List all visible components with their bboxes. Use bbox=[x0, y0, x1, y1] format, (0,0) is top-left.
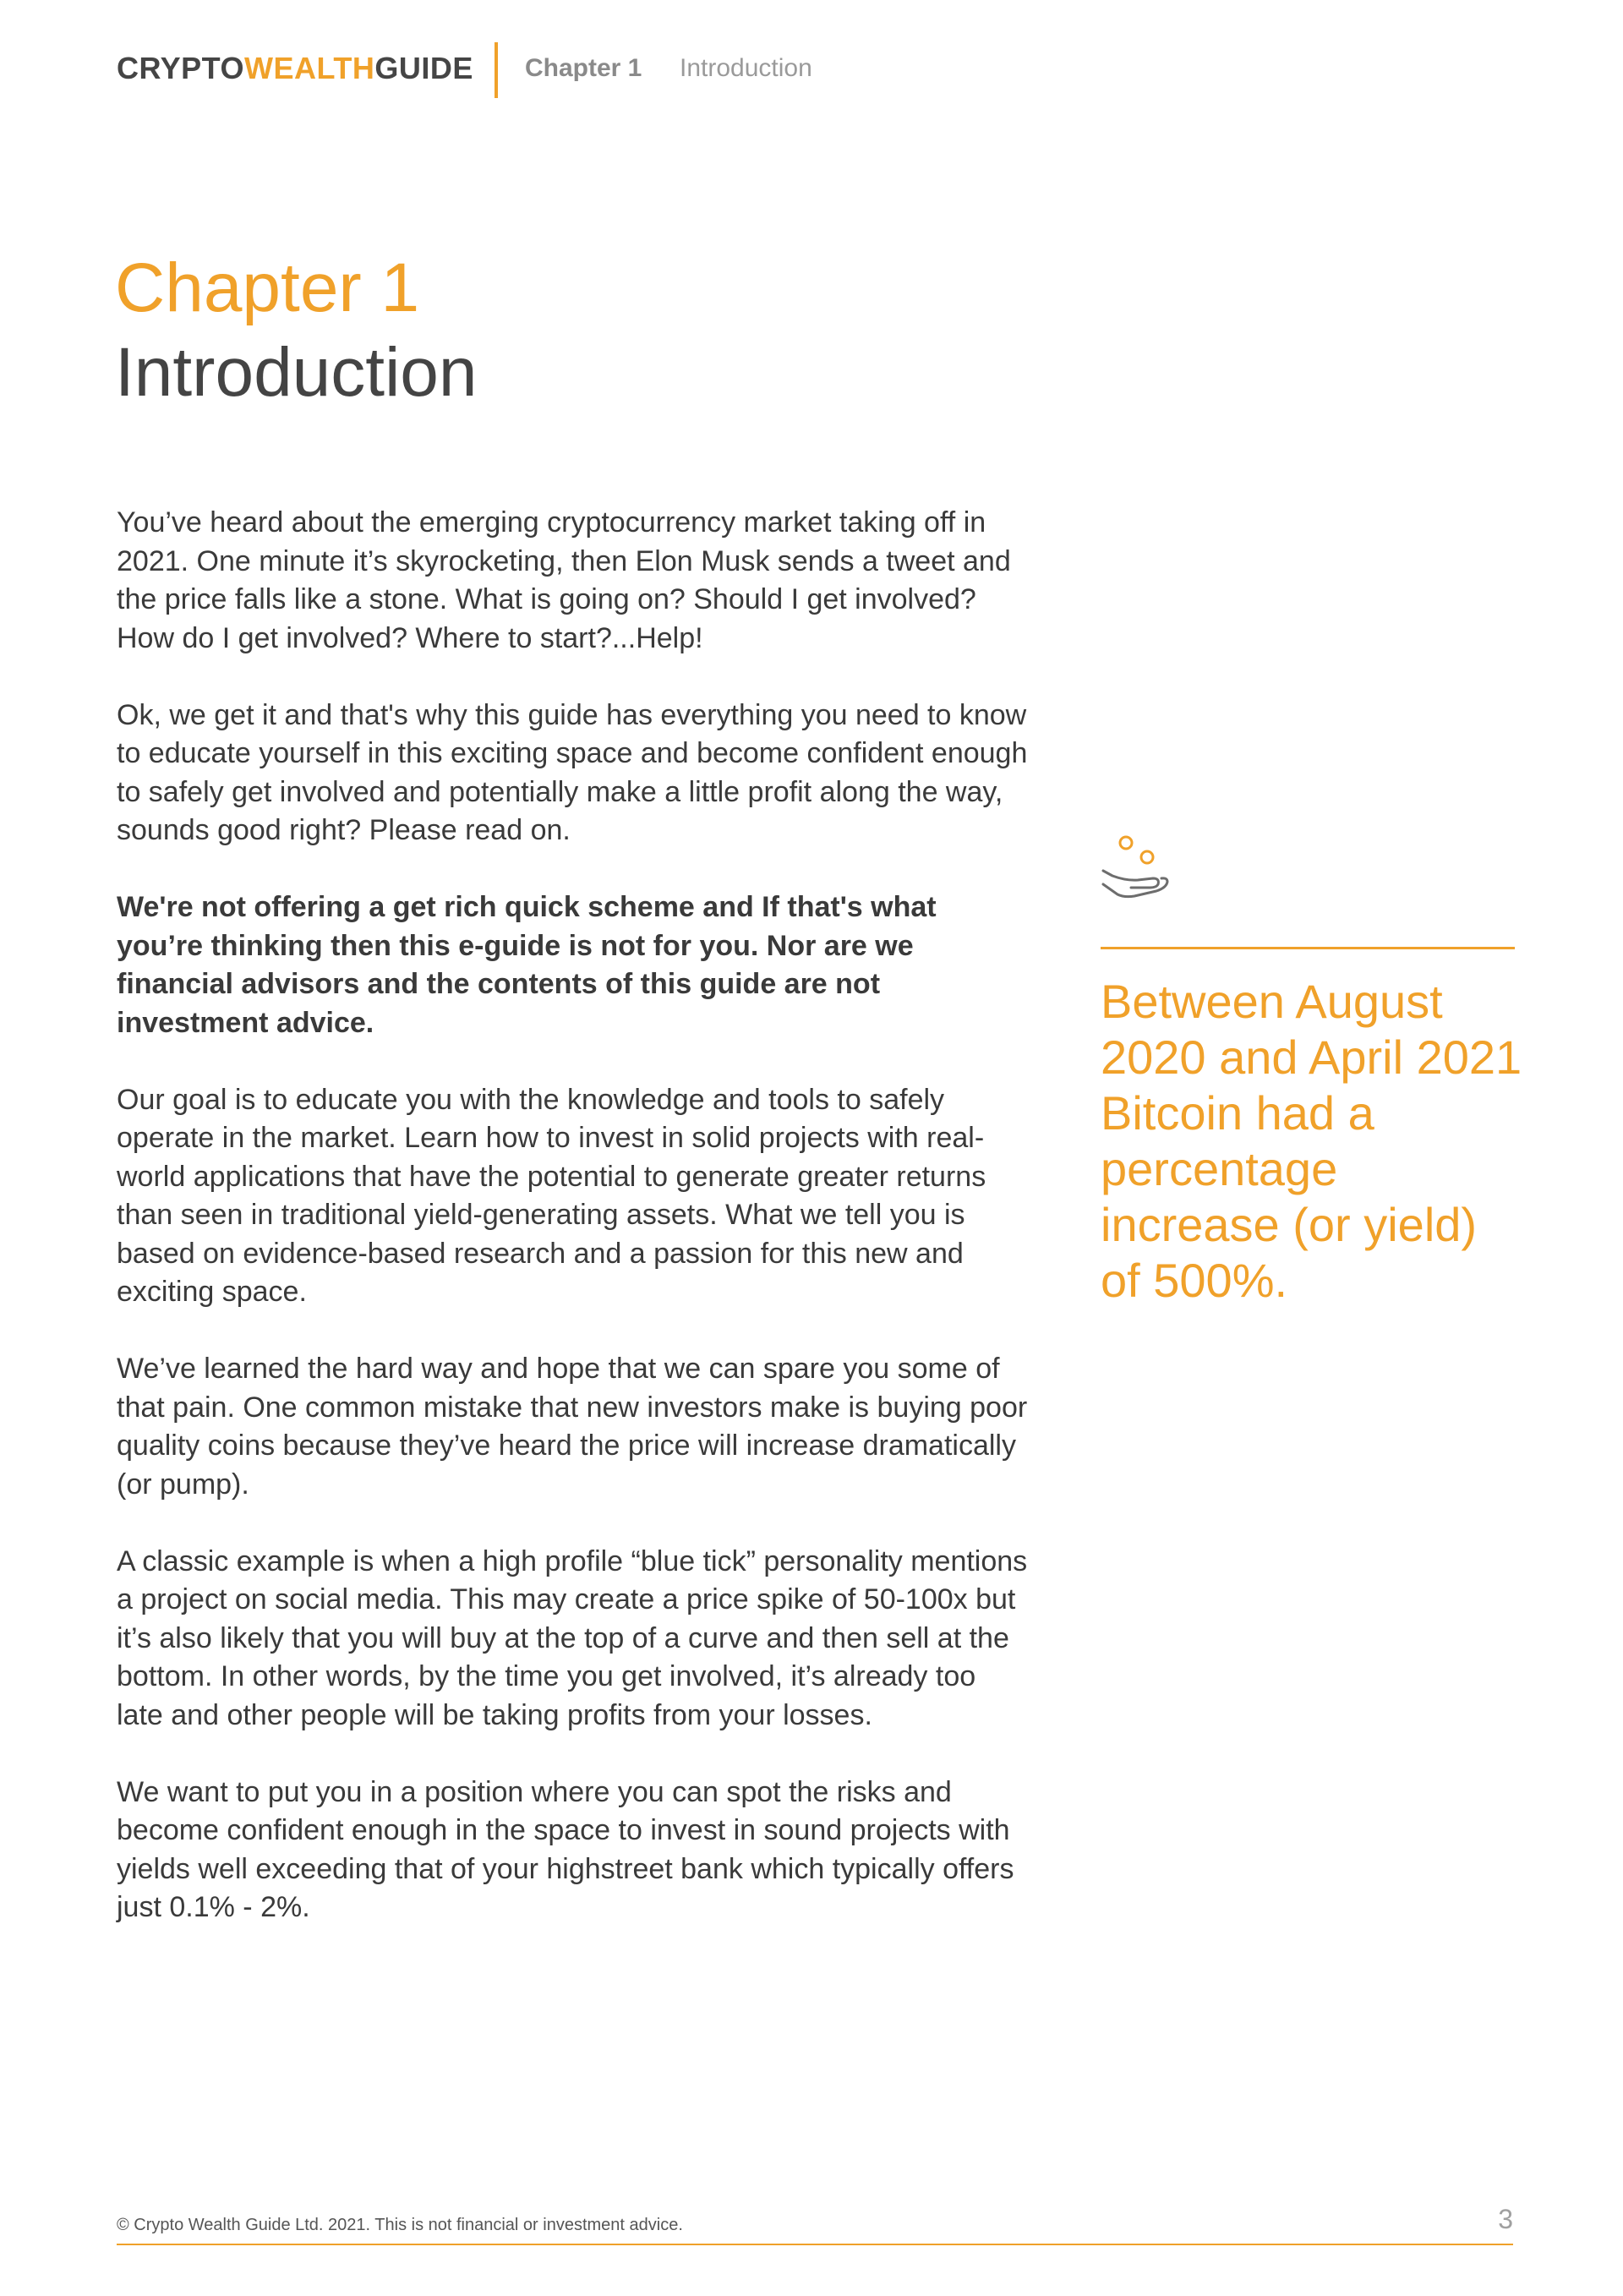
logo-part-crypto: CRYPTO bbox=[117, 51, 245, 85]
body-paragraph: Ok, we get it and that's why this guide has everything you need to know to educate yourself in this exciting space and become confident enough to safely get involved and potentially make a little profit along the way, sounds good right? Please read on. bbox=[117, 698, 1028, 846]
header-divider bbox=[495, 42, 498, 98]
disclaimer-paragraph: We're not offering a get rich quick scheme and If that's what you’re thinking then this e-guide is not for you. Nor are we financial advisors and the contents of this guide are not investment advice. bbox=[117, 891, 937, 1039]
body-paragraph: Our goal is to educate you with the knowledge and tools to safely operate in the market. Learn how to invest in solid projects with real-world applications that have the potential to generate greater returns than seen in traditional yield-generating assets. What we tell you is based on evidence-based research and a passion for this new and exciting space. bbox=[117, 1083, 986, 1308]
footer-copyright: © Crypto Wealth Guide Ltd. 2021. This is not financial or investment advice. bbox=[117, 2216, 683, 2234]
chapter-title-heading: Introduction bbox=[115, 334, 478, 411]
callout-divider bbox=[1101, 947, 1515, 949]
header-chapter-title: Introduction bbox=[680, 54, 812, 82]
callout-quote: Between August 2020 and April 2021 Bitcoin had a percentage increase (or yield) of 500%. bbox=[1101, 975, 1522, 1307]
chapter-number-heading: Chapter 1 bbox=[115, 249, 420, 326]
body-paragraph: We want to put you in a position where you can spot the risks and become confident enough in the space to invest in sound projects with yields well exceeding that of your highstreet bank which typically offers just 0.1% - 2%. bbox=[117, 1775, 1014, 1923]
body-paragraph: A classic example is when a high profile “blue tick” personality mentions a project on social media. This may create a price spike of 50-100x but it’s also likely that you will buy at the top of a curve and then sell at the bottom. In other words, by the time you get involved, it’s already too late and other people will be taking profits from your losses. bbox=[117, 1544, 1028, 1731]
body-paragraph: We’ve learned the hard way and hope that we can spare you some of that pain. One common mistake that new investors make is buying poor quality coins because they’ve heard the price will increase dramatically (or pump). bbox=[117, 1353, 1028, 1501]
body-paragraph: You’ve heard about the emerging cryptocurrency market taking off in 2021. One minute it’s skyrocketing, then Elon Musk sends a tweet and the price falls like a stone. What is going on? Should I get involved? How do I get involved? Where to start?...Help! bbox=[117, 506, 1011, 654]
hand-coins-icon bbox=[1101, 834, 1170, 906]
header-chapter-label: Chapter 1 bbox=[525, 54, 642, 82]
brand-logo bbox=[117, 51, 473, 86]
logo-part-wealth: WEALTH bbox=[244, 51, 375, 85]
page-number: 3 bbox=[1498, 2204, 1513, 2234]
logo-part-guide: GUIDE bbox=[374, 51, 473, 85]
body-text bbox=[117, 504, 1030, 1965]
page-header bbox=[117, 42, 1554, 98]
footer-divider bbox=[117, 2244, 1513, 2245]
